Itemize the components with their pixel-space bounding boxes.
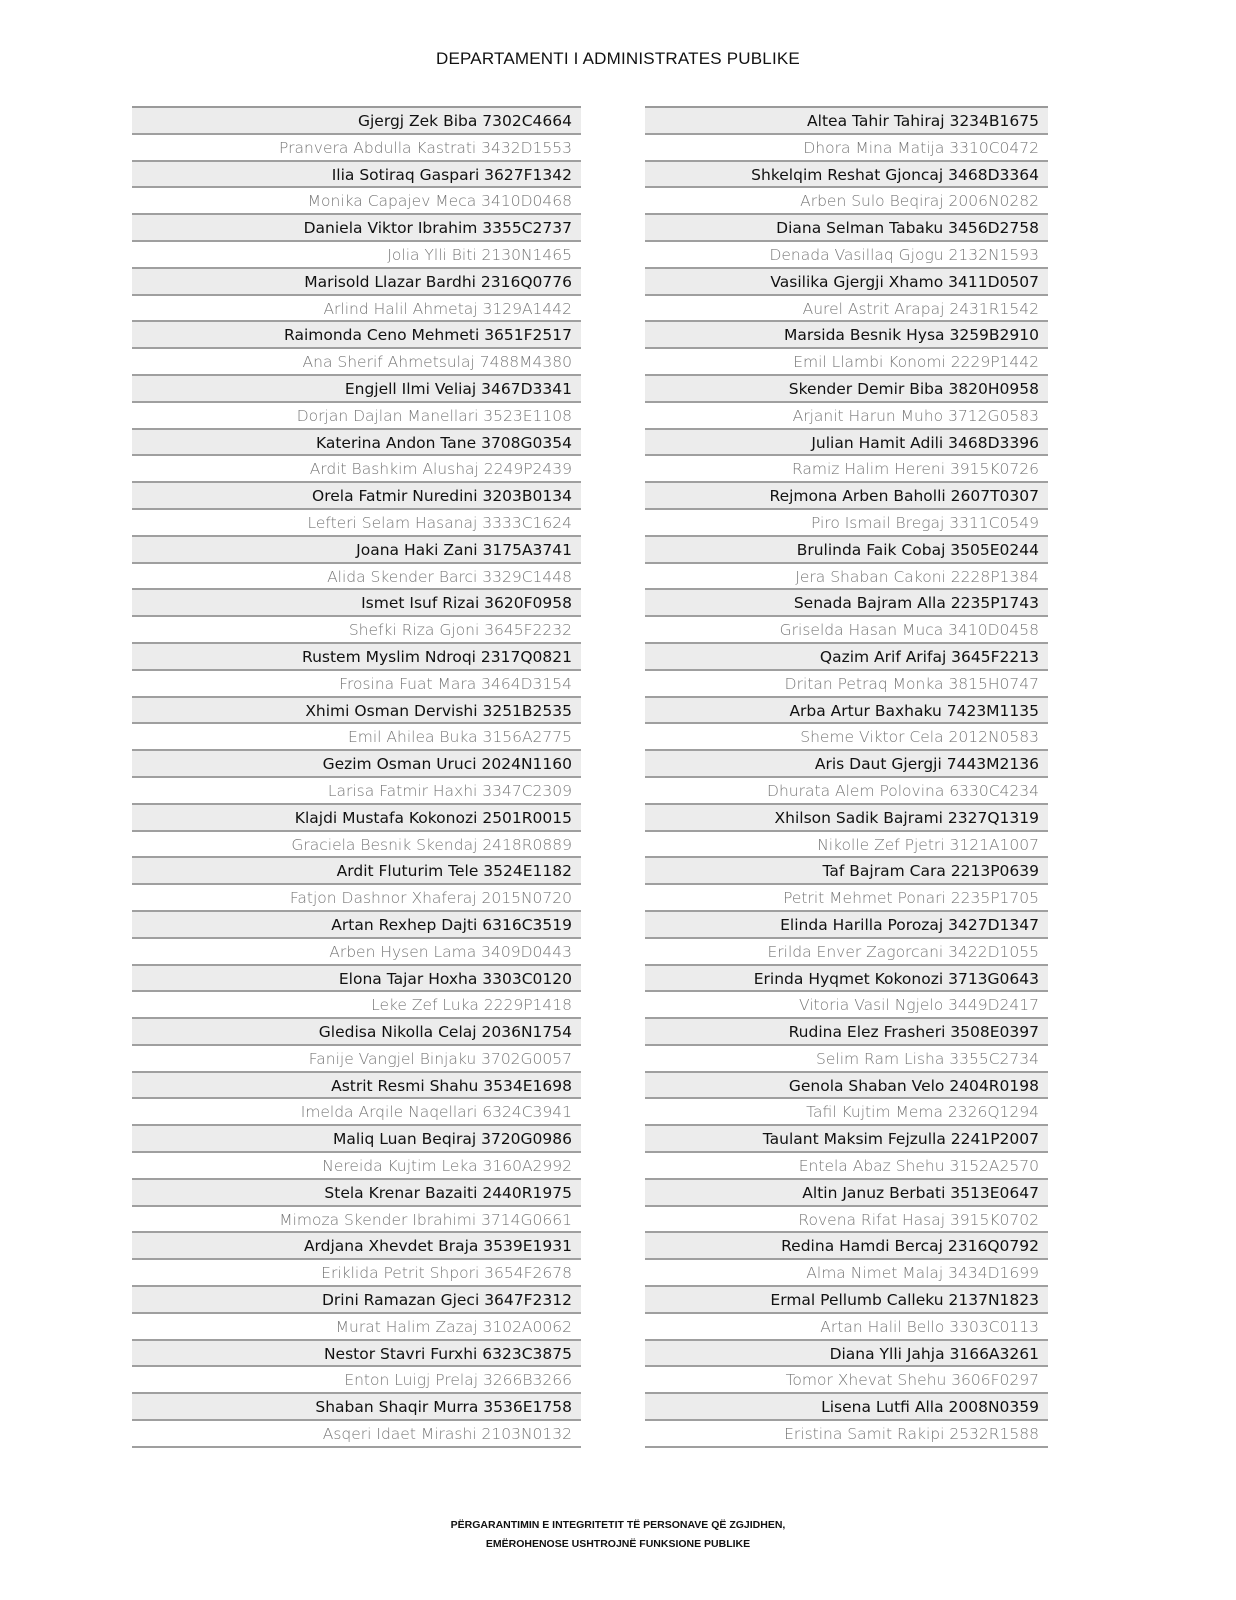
- name-row: Eriklida Petrit Shpori 3654F2678: [132, 1260, 581, 1287]
- name-row: Eristina Samit Rakipi 2532R1588: [645, 1421, 1048, 1448]
- name-row: Engjell Ilmi Veliaj 3467D3341: [132, 376, 581, 403]
- name-row: Taulant Maksim Fejzulla 2241P2007: [645, 1126, 1048, 1153]
- name-row: Frosina Fuat Mara 3464D3154: [132, 671, 581, 698]
- name-row: Artan Rexhep Dajti 6316C3519: [132, 912, 581, 939]
- name-row: Katerina Andon Tane 3708G0354: [132, 430, 581, 457]
- name-row: Arben Sulo Beqiraj 2006N0282: [645, 188, 1048, 215]
- right-name-column: [645, 106, 1048, 1448]
- name-row: Astrit Resmi Shahu 3534E1698: [132, 1073, 581, 1100]
- name-row: Gledisa Nikolla Celaj 2036N1754: [132, 1019, 581, 1046]
- name-row: Tafil Kujtim Mema 2326Q1294: [645, 1099, 1048, 1126]
- name-row: Graciela Besnik Skendaj 2418R0889: [132, 832, 581, 859]
- name-row: Dorjan Dajlan Manellari 3523E1108: [132, 403, 581, 430]
- name-row: Ilia Sotiraq Gaspari 3627F1342: [132, 162, 581, 189]
- name-row: Julian Hamit Adili 3468D3396: [645, 430, 1048, 457]
- name-row: Jolia Ylli Biti 2130N1465: [132, 242, 581, 269]
- name-row: Xhimi Osman Dervishi 3251B2535: [132, 698, 581, 725]
- name-row: Asqeri Idaet Mirashi 2103N0132: [132, 1421, 581, 1448]
- name-row: Arjanit Harun Muho 3712G0583: [645, 403, 1048, 430]
- page-title: DEPARTAMENTI I ADMINISTRATES PUBLIKE: [436, 49, 800, 68]
- name-row: Petrit Mehmet Ponari 2235P1705: [645, 885, 1048, 912]
- name-row: Fanije Vangjel Binjaku 3702G0057: [132, 1046, 581, 1073]
- name-row: Alma Nimet Malaj 3434D1699: [645, 1260, 1048, 1287]
- name-row: Denada Vasillaq Gjogu 2132N1593: [645, 242, 1048, 269]
- name-row: Vitoria Vasil Ngjelo 3449D2417: [645, 992, 1048, 1019]
- name-row: Selim Ram Lisha 3355C2734: [645, 1046, 1048, 1073]
- name-row: Marisold Llazar Bardhi 2316Q0776: [132, 269, 581, 296]
- name-row: Monika Capajev Meca 3410D0468: [132, 188, 581, 215]
- name-row: Imelda Arqile Naqellari 6324C3941: [132, 1099, 581, 1126]
- name-row: Xhilson Sadik Bajrami 2327Q1319: [645, 805, 1048, 832]
- name-row: Artan Halil Bello 3303C0113: [645, 1314, 1048, 1341]
- name-row: Rovena Rifat Hasaj 3915K0702: [645, 1207, 1048, 1234]
- name-row: Nikolle Zef Pjetri 3121A1007: [645, 832, 1048, 859]
- name-row: Senada Bajram Alla 2235P1743: [645, 590, 1048, 617]
- name-row: Marsida Besnik Hysa 3259B2910: [645, 322, 1048, 349]
- name-row: Erilda Enver Zagorcani 3422D1055: [645, 939, 1048, 966]
- name-row: Gjergj Zek Biba 7302C4664: [132, 108, 581, 135]
- name-row: Griselda Hasan Muca 3410D0458: [645, 617, 1048, 644]
- name-row: Mimoza Skender Ibrahimi 3714G0661: [132, 1207, 581, 1234]
- name-row: Rudina Elez Frasheri 3508E0397: [645, 1019, 1048, 1046]
- footer-line-2: EMËROHENOSE USHTROJNË FUNKSIONE PUBLIKE: [485, 1538, 751, 1550]
- name-row: Gezim Osman Uruci 2024N1160: [132, 751, 581, 778]
- name-row: Alida Skender Barci 3329C1448: [132, 564, 581, 591]
- name-row: Tomor Xhevat Shehu 3606F0297: [645, 1367, 1048, 1394]
- name-row: Leke Zef Luka 2229P1418: [132, 992, 581, 1019]
- name-row: Erinda Hyqmet Kokonozi 3713G0643: [645, 966, 1048, 993]
- footer: [0, 1516, 1236, 1554]
- name-row: Murat Halim Zazaj 3102A0062: [132, 1314, 581, 1341]
- name-row: Ramiz Halim Hereni 3915K0726: [645, 456, 1048, 483]
- name-row: Redina Hamdi Bercaj 2316Q0792: [645, 1233, 1048, 1260]
- name-row: Altea Tahir Tahiraj 3234B1675: [645, 108, 1048, 135]
- name-row: Shefki Riza Gjoni 3645F2232: [132, 617, 581, 644]
- name-row: Dhora Mina Matija 3310C0472: [645, 135, 1048, 162]
- name-row: Diana Selman Tabaku 3456D2758: [645, 215, 1048, 242]
- name-row: Stela Krenar Bazaiti 2440R1975: [132, 1180, 581, 1207]
- name-row: Aris Daut Gjergji 7443M2136: [645, 751, 1048, 778]
- name-row: Nestor Stavri Furxhi 6323C3875: [132, 1341, 581, 1368]
- name-row: Piro Ismail Bregaj 3311C0549: [645, 510, 1048, 537]
- name-row: Qazim Arif Arifaj 3645F2213: [645, 644, 1048, 671]
- name-row: Genola Shaban Velo 2404R0198: [645, 1073, 1048, 1100]
- name-row: Enton Luigj Prelaj 3266B3266: [132, 1367, 581, 1394]
- name-row: Brulinda Faik Cobaj 3505E0244: [645, 537, 1048, 564]
- name-row: Shkelqim Reshat Gjoncaj 3468D3364: [645, 162, 1048, 189]
- name-row: Aurel Astrit Arapaj 2431R1542: [645, 296, 1048, 323]
- name-row: Elona Tajar Hoxha 3303C0120: [132, 966, 581, 993]
- name-row: Raimonda Ceno Mehmeti 3651F2517: [132, 322, 581, 349]
- name-row: Diana Ylli Jahja 3166A3261: [645, 1341, 1048, 1368]
- left-name-column: [132, 106, 581, 1448]
- name-row: Jera Shaban Cakoni 2228P1384: [645, 564, 1048, 591]
- name-row: Rustem Myslim Ndroqi 2317Q0821: [132, 644, 581, 671]
- name-row: Emil Ahilea Buka 3156A2775: [132, 724, 581, 751]
- name-row: Drini Ramazan Gjeci 3647F2312: [132, 1287, 581, 1314]
- name-row: Joana Haki Zani 3175A3741: [132, 537, 581, 564]
- name-row: Vasilika Gjergji Xhamo 3411D0507: [645, 269, 1048, 296]
- name-row: Emil Llambi Konomi 2229P1442: [645, 349, 1048, 376]
- name-row: Maliq Luan Beqiraj 3720G0986: [132, 1126, 581, 1153]
- name-row: Elinda Harilla Porozaj 3427D1347: [645, 912, 1048, 939]
- name-row: Larisa Fatmir Haxhi 3347C2309: [132, 778, 581, 805]
- name-row: Ardit Bashkim Alushaj 2249P2439: [132, 456, 581, 483]
- name-row: Dhurata Alem Polovina 6330C4234: [645, 778, 1048, 805]
- name-row: Ardjana Xhevdet Braja 3539E1931: [132, 1233, 581, 1260]
- name-row: Ismet Isuf Rizai 3620F0958: [132, 590, 581, 617]
- name-row: Sheme Viktor Cela 2012N0583: [645, 724, 1048, 751]
- name-row: Entela Abaz Shehu 3152A2570: [645, 1153, 1048, 1180]
- name-row: Lefteri Selam Hasanaj 3333C1624: [132, 510, 581, 537]
- name-row: Rejmona Arben Baholli 2607T0307: [645, 483, 1048, 510]
- name-row: Ardit Fluturim Tele 3524E1182: [132, 858, 581, 885]
- name-row: Arba Artur Baxhaku 7423M1135: [645, 698, 1048, 725]
- name-row: Altin Januz Berbati 3513E0647: [645, 1180, 1048, 1207]
- name-row: Nereida Kujtim Leka 3160A2992: [132, 1153, 581, 1180]
- name-row: Dritan Petraq Monka 3815H0747: [645, 671, 1048, 698]
- name-row: Fatjon Dashnor Xhaferaj 2015N0720: [132, 885, 581, 912]
- name-row: Ana Sherif Ahmetsulaj 7488M4380: [132, 349, 581, 376]
- name-row: Ermal Pellumb Calleku 2137N1823: [645, 1287, 1048, 1314]
- name-row: Taf Bajram Cara 2213P0639: [645, 858, 1048, 885]
- footer-line-1: PËRGARANTIMIN E INTEGRITETIT TË PERSONAVE QË ZGJIDHEN,: [450, 1519, 786, 1531]
- name-row: Arben Hysen Lama 3409D0443: [132, 939, 581, 966]
- name-row: Skender Demir Biba 3820H0958: [645, 376, 1048, 403]
- name-row: Orela Fatmir Nuredini 3203B0134: [132, 483, 581, 510]
- name-row: Pranvera Abdulla Kastrati 3432D1553: [132, 135, 581, 162]
- name-row: Daniela Viktor Ibrahim 3355C2737: [132, 215, 581, 242]
- name-row: Klajdi Mustafa Kokonozi 2501R0015: [132, 805, 581, 832]
- name-row: Lisena Lutfi Alla 2008N0359: [645, 1394, 1048, 1421]
- name-row: Shaban Shaqir Murra 3536E1758: [132, 1394, 581, 1421]
- name-row: Arlind Halil Ahmetaj 3129A1442: [132, 296, 581, 323]
